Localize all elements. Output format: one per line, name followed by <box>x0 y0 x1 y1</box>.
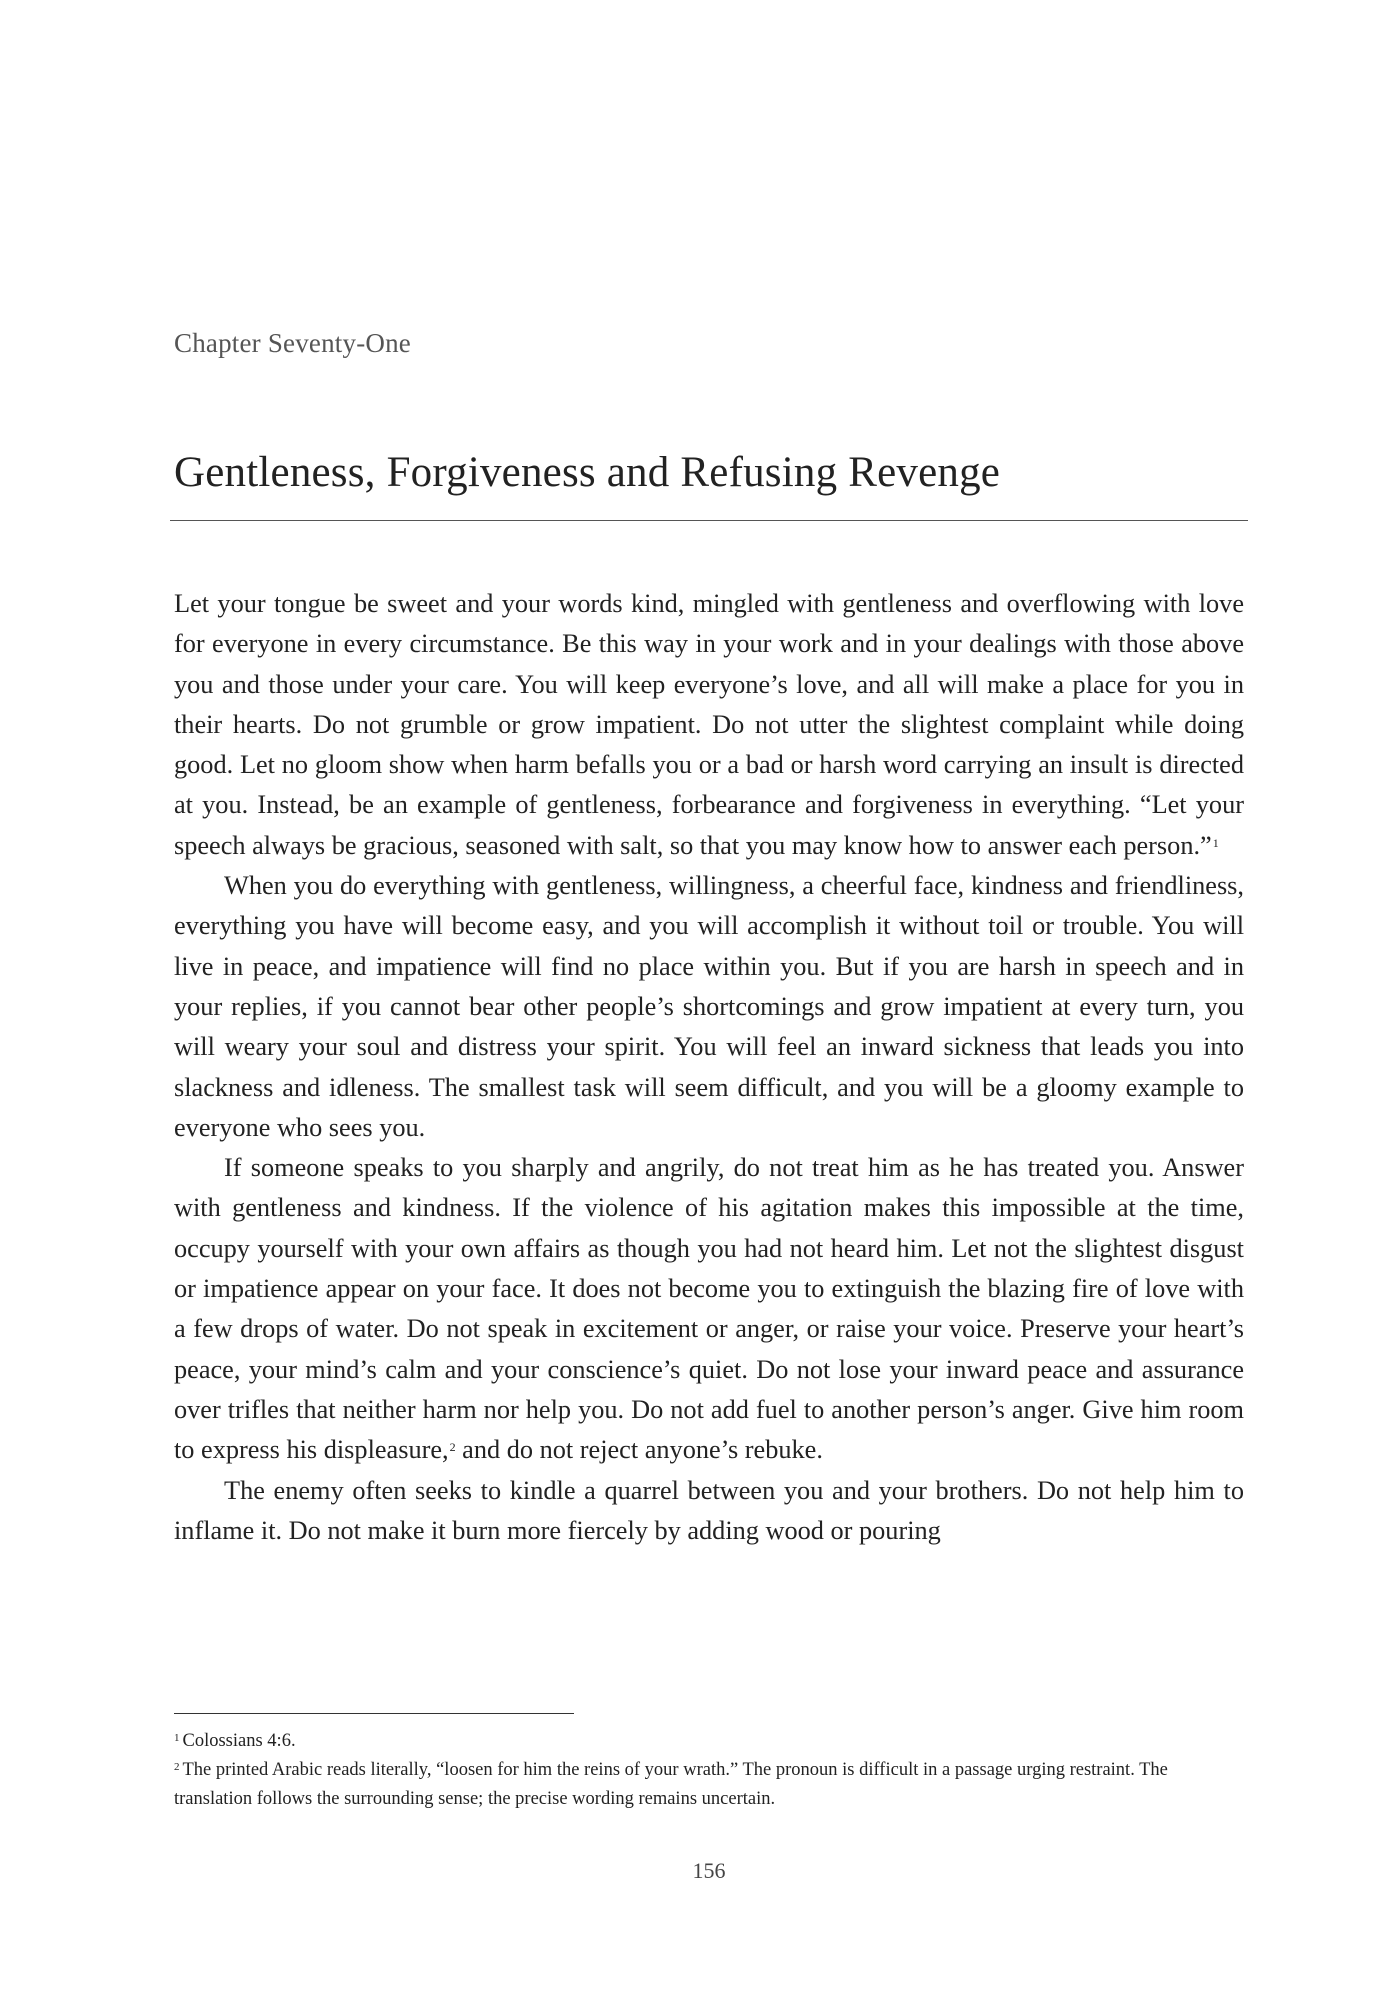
body-text <box>174 584 1244 1551</box>
page-number: 156 <box>692 1858 726 1883</box>
footnote-2-text: The printed Arabic reads literally, “loosen for him the reins of your wrath.” The pronoun is difficult in a passage urging restraint. The translation follows the surrounding sense; the precise wording remains uncertain. <box>174 1760 1168 1809</box>
footnote-2 <box>174 1756 1244 1814</box>
chapter-title: Gentleness, Forgiveness and Refusing Revenge <box>174 449 1001 496</box>
footnote-ref-1[interactable]: 1 <box>1212 835 1219 850</box>
paragraph-2: When you do everything with gentleness, willingness, a cheerful face, kindness and friendliness, everything you have will become easy, and you will accomplish it without toil or trouble. You will live in peace, and impatience will find no place within you. But if you are harsh in speech and in your replies, if you cannot bear other people’s shortcomings and grow impatient at every turn, you will weary your soul and distress your spirit. You will feel an inward sickness that leads you into slackness and idleness. The smallest task will seem difficult, and you will be a gloomy example to everyone who sees you. <box>174 871 1244 1142</box>
chapter-label: Chapter Seventy-One <box>174 328 411 358</box>
paragraph-3 <box>174 1148 1244 1470</box>
footnote-1-number: 1 <box>174 1731 180 1744</box>
footnotes <box>174 1727 1244 1814</box>
footnote-ref-2[interactable]: 2 <box>449 1440 456 1455</box>
footnote-1-text: Colossians 4:6. <box>182 1731 296 1751</box>
title-divider <box>170 520 1248 521</box>
paragraph-3-text-after: and do not reject anyone’s rebuke. <box>455 1435 823 1465</box>
footnote-divider <box>174 1713 574 1714</box>
paragraph-1 <box>174 584 1244 866</box>
footnote-1 <box>174 1727 1244 1756</box>
paragraph-1-text: Let your tongue be sweet and your words kind, mingled with gentleness and overflowing with love for everyone in every circumstance. Be this way in your work and in your dealings with those above you and those under your care. You will keep everyone’s love, and all will make a place for you in their hearts. Do not grumble or grow impatient. Do not utter the slightest complaint while doing good. Let no gloom show when harm befalls you or a bad or harsh word carrying an insult is directed at you. Instead, be an example of gentleness, forbearance and forgiveness in everything. “Let your speech always be gracious, seasoned with salt, so that you may know how to answer each person.” <box>174 589 1244 860</box>
book-page <box>174 0 1244 2000</box>
paragraph-3-text-before: If someone speaks to you sharply and angrily, do not treat him as he has treated you. Answer with gentleness and kindness. If the violence of his agitation makes this impossible at the time, occupy yourself with your own affairs as though you had not heard him. Let not the slightest disgust or impatience appear on your face. It does not become you to extinguish the blazing fire of love with a few drops of water. Do not speak in excitement or anger, or raise your voice. Preserve your heart’s peace, your mind’s calm and your conscience’s quiet. Do not lose your inward peace and assurance over trifles that neither harm nor help you. Do not add fuel to another person’s anger. Give him room to express his displeasure, <box>174 1153 1244 1465</box>
footnote-2-number: 2 <box>174 1760 180 1773</box>
paragraph-4: The enemy often seeks to kindle a quarrel between you and your brothers. Do not help him to inflame it. Do not make it burn more fiercely by adding wood or pouring <box>174 1475 1244 1545</box>
